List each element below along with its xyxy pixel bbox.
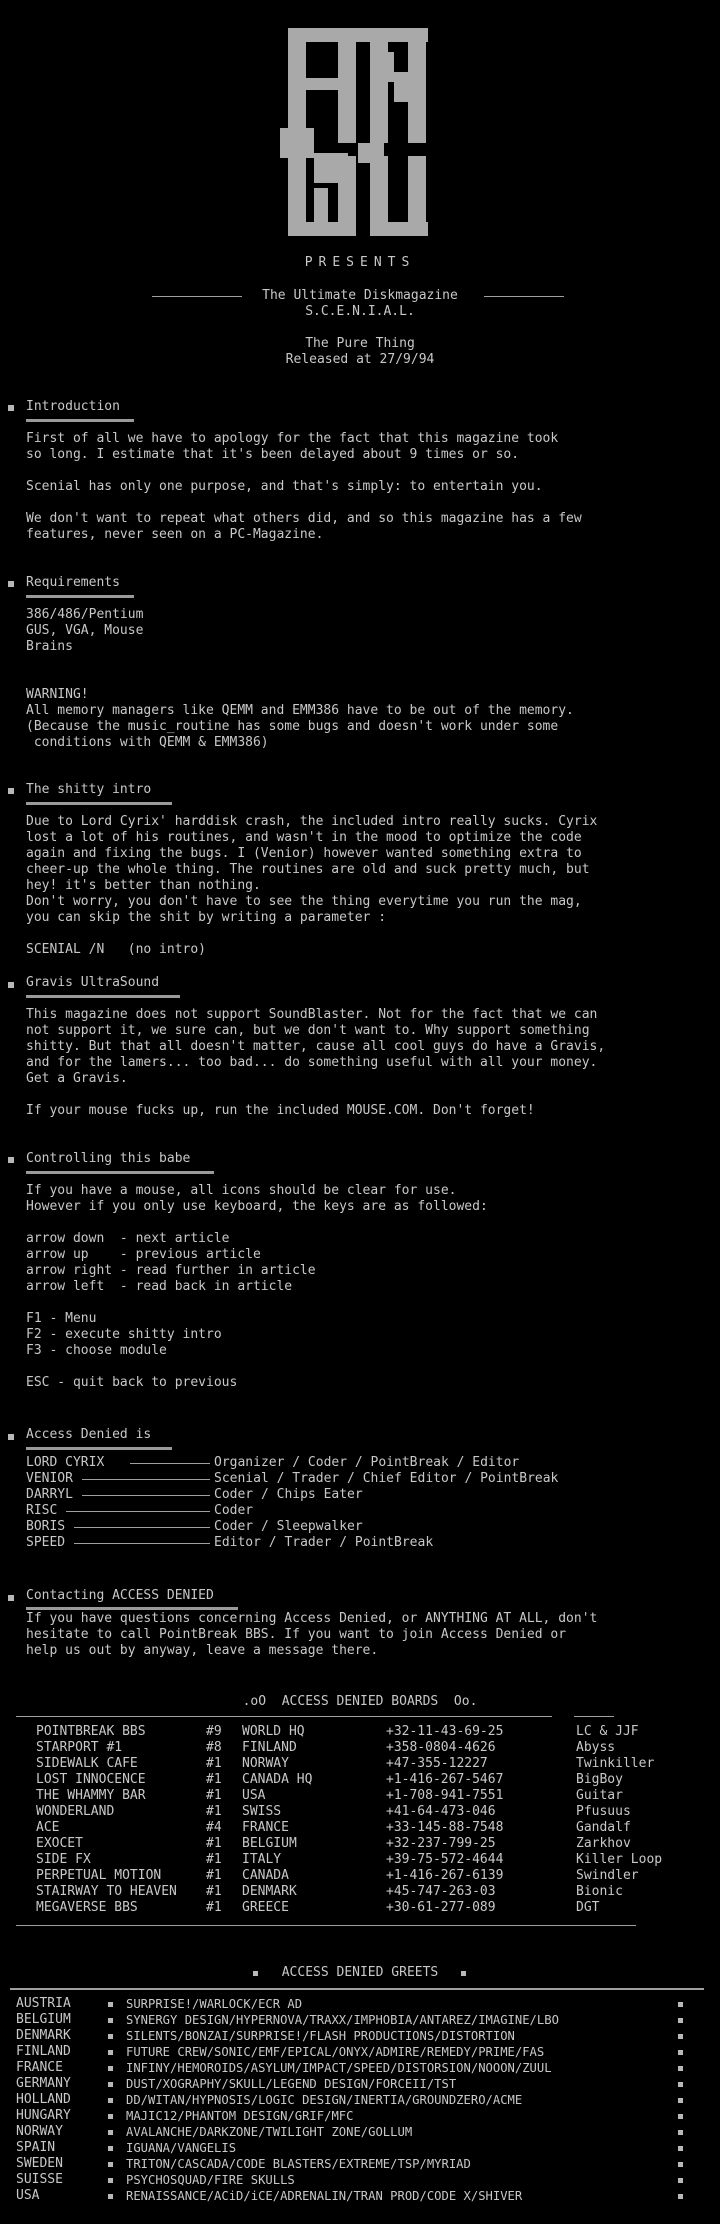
greet-country: HUNGARY xyxy=(16,2108,71,2123)
section-bullet xyxy=(8,1434,14,1440)
req-line: WARNING! xyxy=(26,687,89,702)
tagline: The Ultimate Diskmagazine xyxy=(262,288,458,303)
bullet-icon xyxy=(108,2178,113,2183)
board-sysop: Swindler xyxy=(576,1868,639,1883)
bullet-icon xyxy=(678,2146,683,2151)
control-line: F3 - choose module xyxy=(26,1343,167,1358)
board-name: LOST INNOCENCE xyxy=(36,1772,146,1787)
greet-country: SUISSE xyxy=(16,2172,63,2187)
board-nodes: #1 xyxy=(206,1836,222,1851)
greet-country: SPAIN xyxy=(16,2140,56,2155)
boards-top-line xyxy=(574,1716,614,1717)
greet-groups: DUST/XOGRAPHY/SKULL/LEGEND DESIGN/FORCEII/TST xyxy=(126,2077,457,2091)
board-location: GREECE xyxy=(242,1900,289,1915)
shitty-line: hey! it's better than nothing. xyxy=(26,878,261,893)
control-line: If you have a mouse, all icons should be clear for use. xyxy=(26,1183,457,1198)
req-line: conditions with QEMM & EMM386) xyxy=(26,735,269,750)
release-date: Released at 27/9/94 xyxy=(285,352,435,367)
req-line: 386/486/Pentium xyxy=(26,607,144,622)
leader-line xyxy=(130,1463,210,1464)
member-role: Coder / Sleepwalker xyxy=(214,1519,363,1534)
board-row xyxy=(0,1788,720,1804)
board-location: NORWAY xyxy=(242,1756,289,1771)
greets-title: ACCESS DENIED GREETS xyxy=(281,1965,439,1980)
greet-groups: DD/WITAN/HYPNOSIS/LOGIC DESIGN/INERTIA/GROUNDZERO/ACME xyxy=(126,2093,523,2107)
pure-thing: The Pure Thing xyxy=(305,336,415,351)
member-role: Coder xyxy=(214,1503,254,1518)
bullet-icon xyxy=(678,2194,683,2199)
leader-line xyxy=(74,1527,210,1528)
gravis-line: not support it, we sure can, but we don't want to. Why support something xyxy=(26,1023,590,1038)
gravis-line: Get a Gravis. xyxy=(26,1071,128,1086)
req-line: GUS, VGA, Mouse xyxy=(26,623,144,638)
board-location: CANADA xyxy=(242,1868,289,1883)
section-bullet xyxy=(8,788,14,794)
board-sysop: BigBoy xyxy=(576,1772,623,1787)
greet-groups: INFINY/HEMOROIDS/ASYLUM/IMPACT/SPEED/DISTORSION/NOOON/ZUUL xyxy=(126,2061,552,2075)
control-line: F1 - Menu xyxy=(26,1311,97,1326)
section-title-members: Access Denied is xyxy=(26,1427,152,1442)
greet-groups: SILENTS/BONZAI/SURPRISE!/FLASH PRODUCTIONS/DISTORTION xyxy=(126,2029,515,2043)
greet-row xyxy=(0,2076,720,2092)
gravis-line: and for the lamers... too bad... do something useful with all your money. xyxy=(26,1055,598,1070)
board-name: STAIRWAY TO HEAVEN xyxy=(36,1884,177,1899)
greet-groups: TRITON/CASCADA/CODE BLASTERS/EXTREME/TSP/MYRIAD xyxy=(126,2157,471,2171)
section-title-requirements: Requirements xyxy=(26,575,120,590)
greet-country: USA xyxy=(16,2188,40,2203)
board-phone: +358-0804-4626 xyxy=(386,1740,496,1755)
greet-country: NORWAY xyxy=(16,2124,63,2139)
board-name: THE WHAMMY BAR xyxy=(36,1788,146,1803)
section-title-contact: Contacting ACCESS DENIED xyxy=(26,1588,214,1603)
board-name: POINTBREAK BBS xyxy=(36,1724,146,1739)
bullet-icon xyxy=(678,2114,683,2119)
intro-line: features, never seen on a PC-Magazine. xyxy=(26,527,324,542)
greet-row xyxy=(0,2140,720,2156)
board-location: FINLAND xyxy=(242,1740,297,1755)
boards-title: .oO ACCESS DENIED BOARDS Oo. xyxy=(242,1694,478,1709)
member-role: Editor / Trader / PointBreak xyxy=(214,1535,434,1550)
gravis-line: If your mouse fucks up, run the included MOUSE.COM. Don't forget! xyxy=(26,1103,535,1118)
greets-table xyxy=(0,1996,720,2224)
board-name: ACE xyxy=(36,1820,60,1835)
section-bullet xyxy=(8,581,14,587)
board-phone: +33-145-88-7548 xyxy=(386,1820,504,1835)
leader-line xyxy=(74,1543,210,1544)
greet-country: FINLAND xyxy=(16,2044,71,2059)
board-nodes: #1 xyxy=(206,1900,222,1915)
board-row xyxy=(0,1900,720,1916)
board-sysop: Gandalf xyxy=(576,1820,631,1835)
board-row xyxy=(0,1868,720,1884)
greet-row xyxy=(0,2060,720,2076)
member-name: VENIOR xyxy=(26,1471,73,1486)
member-name: LORD CYRIX xyxy=(26,1455,105,1470)
section-bullet xyxy=(8,1595,14,1601)
board-row xyxy=(0,1724,720,1740)
bullet-icon xyxy=(678,2066,683,2071)
bullet-icon xyxy=(678,2034,683,2039)
bullet-icon xyxy=(678,2162,683,2167)
greet-groups: RENAISSANCE/ACiD/iCE/ADRENALIN/TRAN PROD/CODE X/SHIVER xyxy=(126,2189,523,2203)
greet-row xyxy=(0,2092,720,2108)
board-phone: +45-747-263-03 xyxy=(386,1884,496,1899)
bullet-icon xyxy=(108,2018,113,2023)
board-phone: +41-64-473-046 xyxy=(386,1804,496,1819)
board-nodes: #1 xyxy=(206,1804,222,1819)
board-sysop: Zarkhov xyxy=(576,1836,631,1851)
greet-row xyxy=(0,2028,720,2044)
control-line: arrow up - previous article xyxy=(26,1247,261,1262)
shitty-line: lost a lot of his routines, and wasn't in the mood to optimize the code xyxy=(26,830,582,845)
board-nodes: #9 xyxy=(206,1724,222,1739)
greet-groups: SYNERGY DESIGN/HYPERNOVA/TRAXX/IMPHOBIA/ANTAREZ/IMAGINE/LBO xyxy=(126,2013,559,2027)
title-underline xyxy=(26,1447,172,1450)
shitty-line: cheer-up the whole thing. The routines are old and suck pretty much, but xyxy=(26,862,590,877)
gravis-line: shitty. But that all doesn't matter, cause all cool guys do have a Gravis, xyxy=(26,1039,606,1054)
board-row xyxy=(0,1836,720,1852)
bullet-icon xyxy=(108,2034,113,2039)
board-nodes: #1 xyxy=(206,1756,222,1771)
req-line: Brains xyxy=(26,639,73,654)
title-underline xyxy=(26,1607,238,1610)
title-underline xyxy=(26,1171,214,1174)
board-location: DENMARK xyxy=(242,1884,297,1899)
board-sysop: Killer Loop xyxy=(576,1852,663,1867)
greet-row xyxy=(0,2012,720,2028)
magazine-name: S.C.E.N.I.A.L. xyxy=(305,304,415,319)
control-line: ESC - quit back to previous xyxy=(26,1375,238,1390)
greet-row xyxy=(0,2108,720,2124)
bullet-icon xyxy=(108,2082,113,2087)
board-sysop: Bionic xyxy=(576,1884,623,1899)
board-name: MEGAVERSE BBS xyxy=(36,1900,138,1915)
section-bullet xyxy=(8,405,14,411)
board-phone: +32-11-43-69-25 xyxy=(386,1724,504,1739)
bullet-icon xyxy=(108,2146,113,2151)
board-location: SWISS xyxy=(242,1804,282,1819)
control-line: arrow left - read back in article xyxy=(26,1279,293,1294)
board-location: FRANCE xyxy=(242,1820,289,1835)
shitty-line: you can skip the shit by writing a parameter : xyxy=(26,910,387,925)
board-name: SIDE FX xyxy=(36,1852,91,1867)
shitty-line: Due to Lord Cyrix' harddisk crash, the included intro really sucks. Cyrix xyxy=(26,814,598,829)
board-name: STARPORT #1 xyxy=(36,1740,123,1755)
bullet-icon xyxy=(108,2002,113,2007)
gravis-line: This magazine does not support SoundBlaster. Not for the fact that we can xyxy=(26,1007,598,1022)
control-line: arrow down - next article xyxy=(26,1231,230,1246)
title-underline xyxy=(26,419,134,422)
bullet-icon xyxy=(678,2098,683,2103)
title-underline xyxy=(26,802,172,805)
title-underline xyxy=(26,595,134,598)
board-phone: +30-61-277-089 xyxy=(386,1900,496,1915)
board-phone: +1-416-267-5467 xyxy=(386,1772,504,1787)
shitty-line: again and fixing the bugs. I (Venior) however wanted something extra to xyxy=(26,846,582,861)
section-title-gravis: Gravis UltraSound xyxy=(26,975,160,990)
board-name: SIDEWALK CAFE xyxy=(36,1756,138,1771)
presents-text: PRESENTS xyxy=(304,255,416,270)
board-sysop: Pfusuus xyxy=(576,1804,631,1819)
member-name: BORIS xyxy=(26,1519,66,1534)
greet-groups: MAJIC12/PHANTOM DESIGN/GRIF/MFC xyxy=(126,2109,354,2123)
board-row xyxy=(0,1740,720,1756)
bullet-icon xyxy=(108,2066,113,2071)
member-name: RISC xyxy=(26,1503,58,1518)
board-sysop: Twinkiller xyxy=(576,1756,655,1771)
section-title-controlling: Controlling this babe xyxy=(26,1151,191,1166)
greet-country: FRANCE xyxy=(16,2060,63,2075)
board-row xyxy=(0,1884,720,1900)
board-sysop: Guitar xyxy=(576,1788,623,1803)
bullet-icon xyxy=(678,2018,683,2023)
greet-country: BELGIUM xyxy=(16,2012,71,2027)
board-sysop: LC & JJF xyxy=(576,1724,639,1739)
greet-country: GERMANY xyxy=(16,2076,71,2091)
board-location: USA xyxy=(242,1788,266,1803)
title-underline xyxy=(26,995,180,998)
greet-row xyxy=(0,2156,720,2172)
greet-groups: AVALANCHE/DARKZONE/TWILIGHT ZONE/GOLLUM xyxy=(126,2125,413,2139)
greet-row xyxy=(0,2172,720,2188)
shitty-line: SCENIAL /N (no intro) xyxy=(26,942,207,957)
contact-line: If you have questions concerning Access Denied, or ANYTHING AT ALL, don't xyxy=(26,1611,598,1626)
boards-table xyxy=(0,1724,720,1924)
greet-country: DENMARK xyxy=(16,2028,71,2043)
bullet-icon xyxy=(108,2194,113,2199)
boards-bottom-line xyxy=(16,1925,636,1926)
greet-row xyxy=(0,1996,720,2012)
control-line: arrow right - read further in article xyxy=(26,1263,316,1278)
greet-row xyxy=(0,2124,720,2140)
greet-country: AUSTRIA xyxy=(16,1996,71,2011)
board-sysop: DGT xyxy=(576,1900,600,1915)
bullet-icon xyxy=(461,1971,466,1976)
greet-country: HOLLAND xyxy=(16,2092,71,2107)
contact-line: help us out by anyway, leave a message there. xyxy=(26,1643,379,1658)
section-title-intro: Introduction xyxy=(26,399,120,414)
board-location: CANADA HQ xyxy=(242,1772,313,1787)
bullet-icon xyxy=(678,2082,683,2087)
control-line: However if you only use keyboard, the keys are as followed: xyxy=(26,1199,488,1214)
board-row xyxy=(0,1804,720,1820)
section-title-shitty-intro: The shitty intro xyxy=(26,782,152,797)
intro-line: We don't want to repeat what others did, and so this magazine has a few xyxy=(26,511,582,526)
member-role: Scenial / Trader / Chief Editor / PointBreak xyxy=(214,1471,559,1486)
greet-groups: PSYCHOSQUAD/FIRE SKULLS xyxy=(126,2173,295,2187)
greet-country: SWEDEN xyxy=(16,2156,63,2171)
bullet-icon xyxy=(678,2178,683,2183)
contact-line: hesitate to call PointBreak BBS. If you want to join Access Denied or xyxy=(26,1627,567,1642)
board-row xyxy=(0,1772,720,1788)
greet-groups: IGUANA/VANGELIS xyxy=(126,2141,237,2155)
board-sysop: Abyss xyxy=(576,1740,616,1755)
bullet-icon xyxy=(108,2162,113,2167)
member-role: Coder / Chips Eater xyxy=(214,1487,363,1502)
section-bullet xyxy=(8,1157,14,1163)
greet-row xyxy=(0,2188,720,2204)
greets-top-line xyxy=(10,1988,704,1990)
req-line: All memory managers like QEMM and EMM386 have to be out of the memory. xyxy=(26,703,574,718)
board-name: EXOCET xyxy=(36,1836,83,1851)
leader-line xyxy=(66,1511,210,1512)
greet-row xyxy=(0,2044,720,2060)
board-nodes: #4 xyxy=(206,1820,222,1835)
section-bullet xyxy=(8,982,14,988)
bullet-icon xyxy=(108,2130,113,2135)
intro-line: First of all we have to apology for the fact that this magazine took xyxy=(26,431,559,446)
board-phone: +47-355-12227 xyxy=(386,1756,488,1771)
member-name: SPEED xyxy=(26,1535,66,1550)
board-location: WORLD HQ xyxy=(242,1724,305,1739)
bullet-icon xyxy=(108,2098,113,2103)
greet-groups: FUTURE CREW/SONIC/EMF/EPICAL/ONYX/ADMIRE/REMEDY/PRIME/FAS xyxy=(126,2045,545,2059)
bullet-icon xyxy=(678,2130,683,2135)
board-phone: +1-708-941-7551 xyxy=(386,1788,504,1803)
logo xyxy=(280,28,432,240)
board-name: WONDERLAND xyxy=(36,1804,115,1819)
bullet-icon xyxy=(678,2050,683,2055)
board-nodes: #1 xyxy=(206,1852,222,1867)
board-nodes: #1 xyxy=(206,1868,222,1883)
bullet-icon xyxy=(108,2050,113,2055)
req-line: (Because the music_routine has some bugs and doesn't work under some xyxy=(26,719,559,734)
control-line: F2 - execute shitty intro xyxy=(26,1327,222,1342)
board-nodes: #1 xyxy=(206,1788,222,1803)
greet-groups: SURPRISE!/WARLOCK/ECR AD xyxy=(126,1997,303,2011)
leader-line xyxy=(82,1495,210,1496)
bullet-icon xyxy=(108,2114,113,2119)
boards-top-line xyxy=(16,1716,552,1717)
board-name: PERPETUAL MOTION xyxy=(36,1868,162,1883)
member-role: Organizer / Coder / PointBreak / Editor xyxy=(214,1455,520,1470)
shitty-line: Don't worry, you don't have to see the thing everytime you run the mag, xyxy=(26,894,582,909)
board-nodes: #1 xyxy=(206,1772,222,1787)
intro-line: Scenial has only one purpose, and that's simply: to entertain you. xyxy=(26,479,543,494)
board-nodes: #1 xyxy=(206,1884,222,1899)
board-row xyxy=(0,1820,720,1836)
board-row xyxy=(0,1756,720,1772)
intro-line: so long. I estimate that it's been delayed about 9 times or so. xyxy=(26,447,520,462)
board-phone: +32-237-799-25 xyxy=(386,1836,496,1851)
board-location: BELGIUM xyxy=(242,1836,297,1851)
member-name: DARRYL xyxy=(26,1487,73,1502)
board-nodes: #8 xyxy=(206,1740,222,1755)
board-row xyxy=(0,1852,720,1868)
bullet-icon xyxy=(678,2002,683,2007)
board-phone: +1-416-267-6139 xyxy=(386,1868,504,1883)
leader-line xyxy=(82,1479,210,1480)
board-location: ITALY xyxy=(242,1852,282,1867)
board-phone: +39-75-572-4644 xyxy=(386,1852,504,1867)
